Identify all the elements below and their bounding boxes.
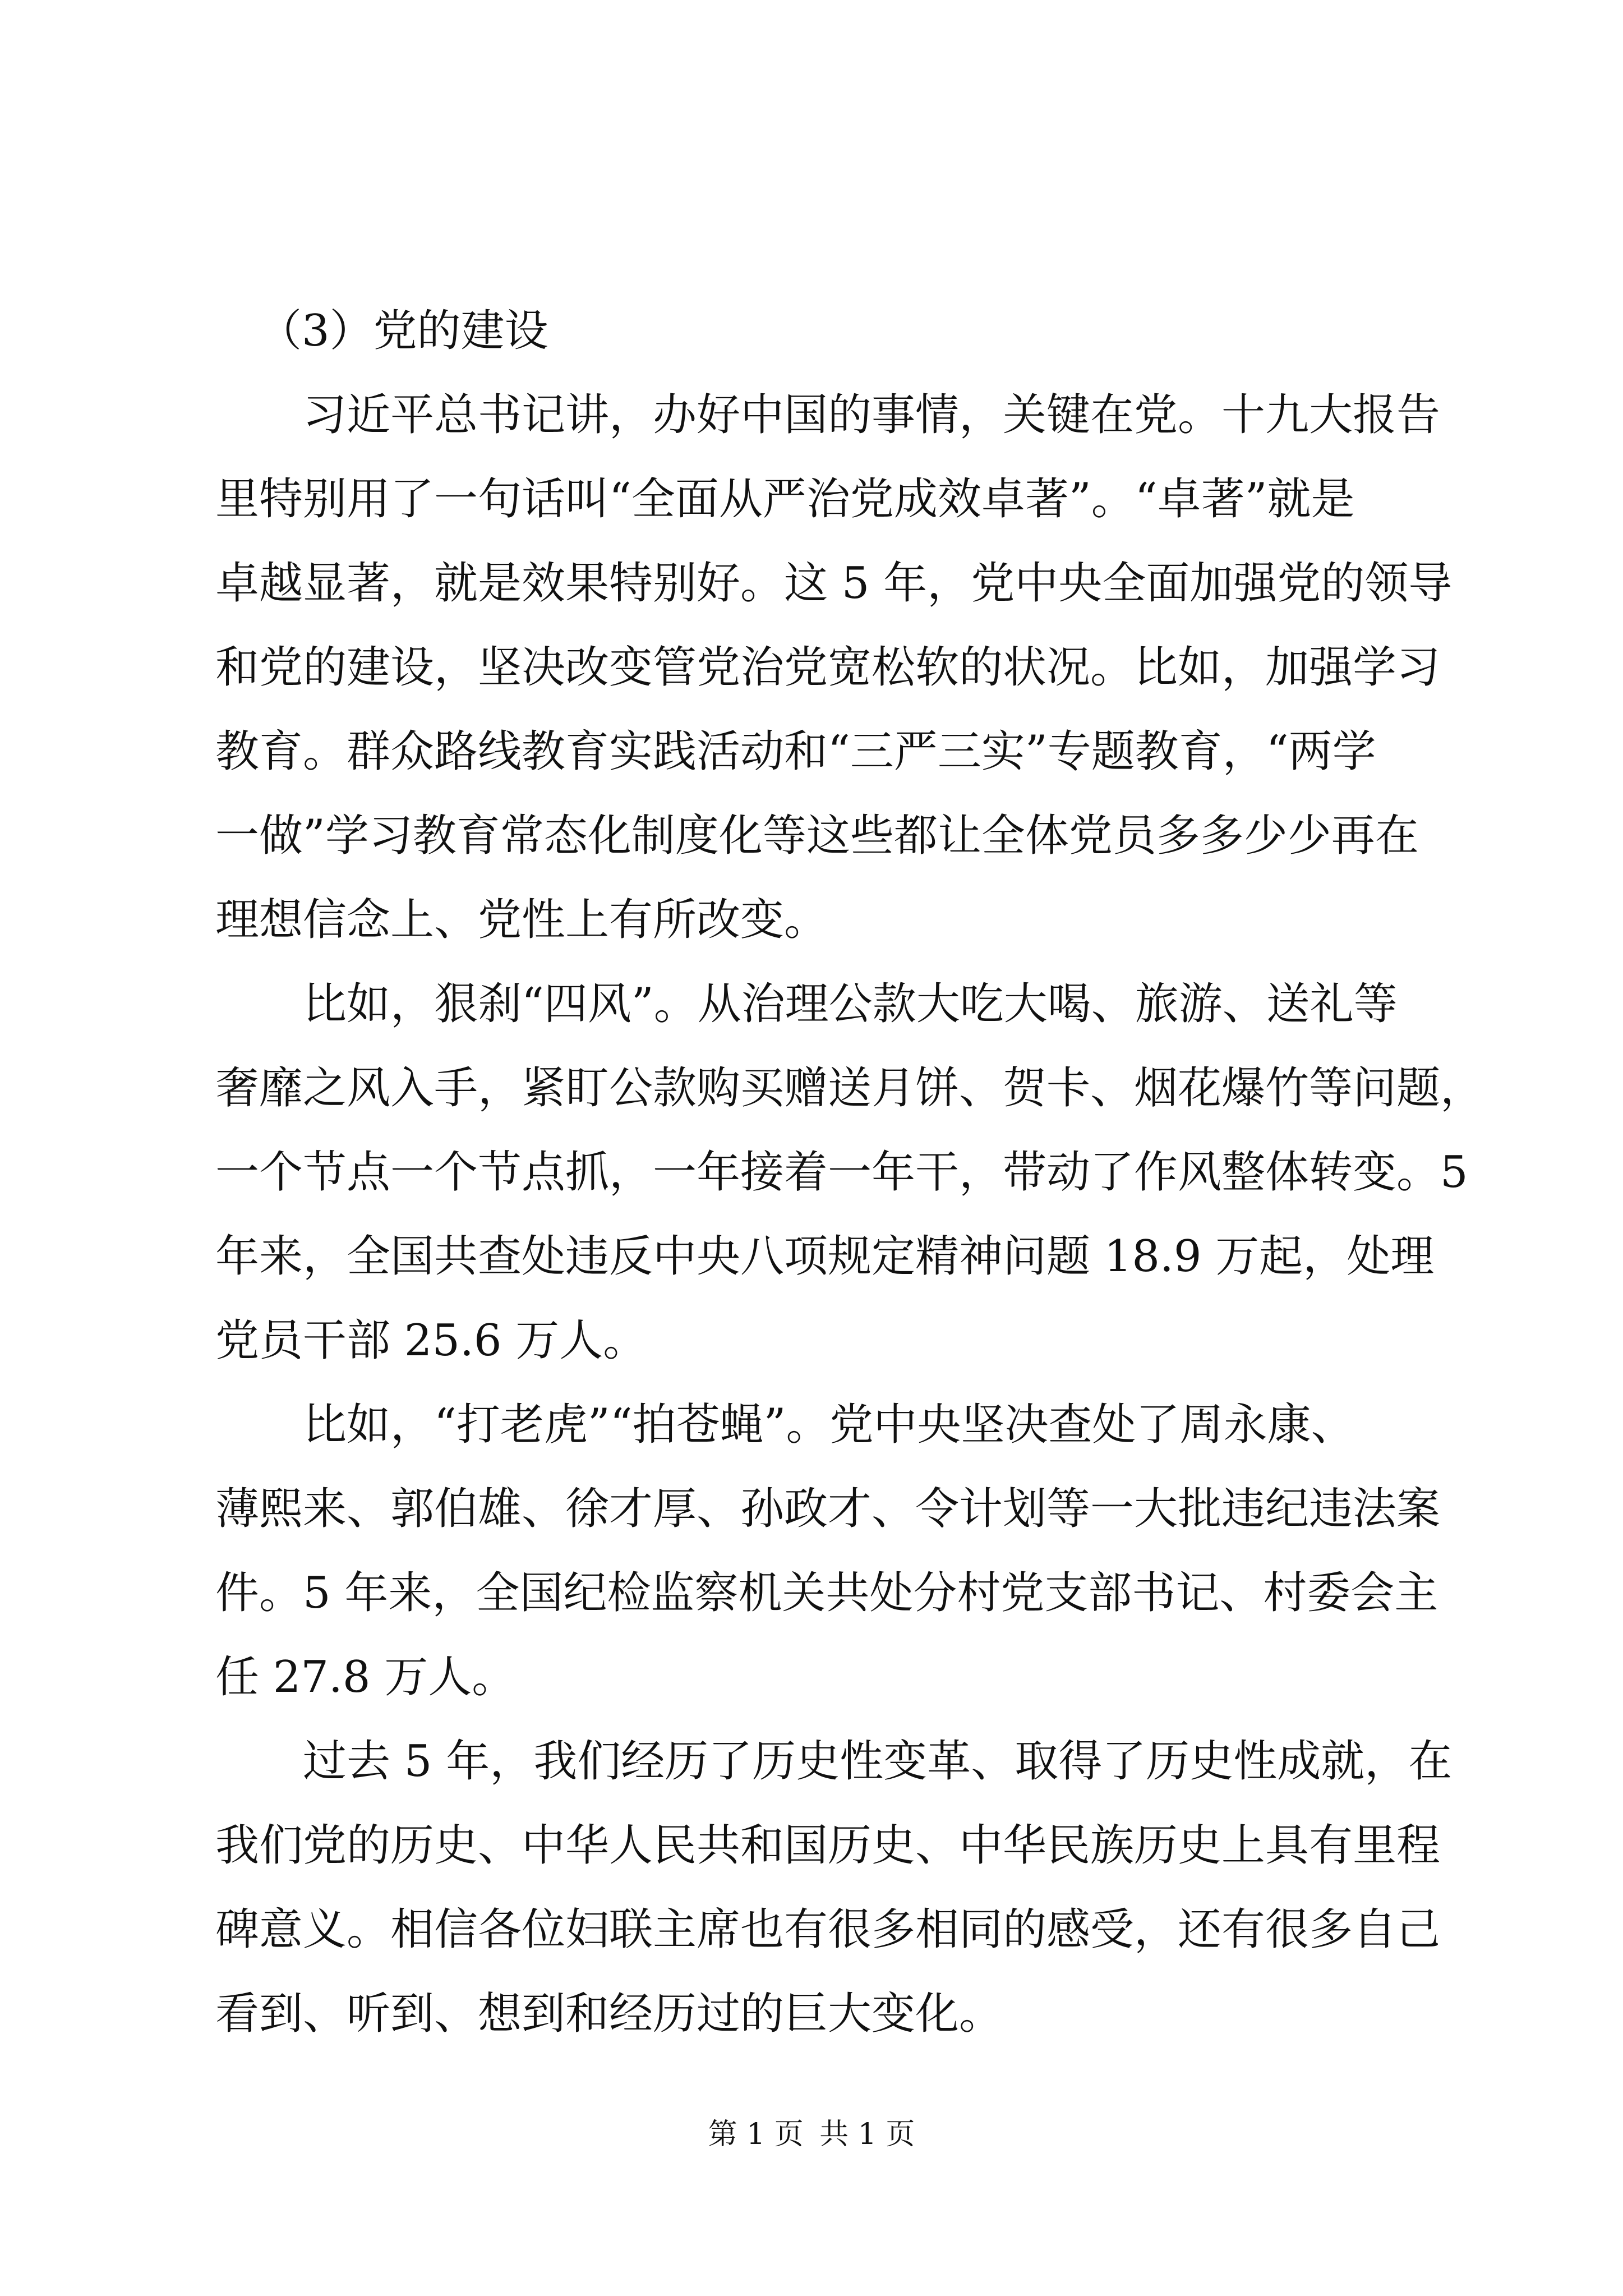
paragraph-4-line-4: 看到、听到、想到和经历过的巨大变化。 [215, 1989, 1003, 2039]
section-heading: （3）党的建设 [258, 306, 548, 356]
paragraph-4-line-3: 碑意义。相信各位妇联主席也有很多相同的感受，还有很多自己 [215, 1904, 1441, 1955]
paragraph-1-line-6: 一做”学习教育常态化制度化等这些都让全体党员多多少少再在 [215, 811, 1419, 861]
paragraph-2-line-2: 奢靡之风入手，紧盯公款购买赠送月饼、贺卡、烟花爆竹等问题， [215, 1063, 1484, 1114]
page-number: 第 1 页 [708, 2118, 804, 2151]
paragraph-4-line-2: 我们党的历史、中华人民共和国历史、中华民族历史上具有里程 [215, 1820, 1441, 1871]
paragraph-2-line-1: 比如，狠刹“四风”。从治理公款大吃大喝、旅游、送礼等 [303, 979, 1398, 1029]
paragraph-1-line-1: 习近平总书记讲，办好中国的事情，关键在党。十九大报告 [303, 390, 1441, 440]
page-footer [0, 2115, 1623, 2154]
paragraph-4-line-1: 过去 5 年，我们经历了历史性变革、取得了历史性成就，在 [303, 1736, 1453, 1787]
paragraph-3-line-1: 比如，“打老虎”“拍苍蝇”。党中央坚决查处了周永康、 [303, 1400, 1355, 1450]
paragraph-2-line-4: 年来，全国共查处违反中央八项规定精神问题 18.9 万起，处理 [215, 1231, 1435, 1282]
paragraph-1-line-2: 里特别用了一句话叫“全面从严治党成效卓著”。“卓著”就是 [215, 474, 1355, 524]
paragraph-2-line-5: 党员干部 25.6 万人。 [215, 1315, 647, 1366]
paragraph-1-line-5: 教育。群众路线教育实践活动和“三严三实”专题教育，“两学 [215, 726, 1376, 777]
paragraph-2-line-3: 一个节点一个节点抓，一年接着一年干，带动了作风整体转变。5 [215, 1147, 1468, 1198]
paragraph-1-line-7: 理想信念上、党性上有所改变。 [215, 895, 828, 945]
paragraph-1-line-3: 卓越显著，就是效果特别好。这 5 年，党中央全面加强党的领导 [215, 558, 1453, 609]
paragraph-1-line-4: 和党的建设，坚决改变管党治党宽松软的状况。比如，加强学习 [215, 642, 1441, 693]
paragraph-3-line-4: 任 27.8 万人。 [215, 1652, 516, 1703]
page-total: 共 1 页 [819, 2118, 915, 2151]
paragraph-3-line-3: 件。5 年来，全国纪检监察机关共处分村党支部书记、村委会主 [215, 1568, 1438, 1618]
paragraph-3-line-2: 薄熙来、郭伯雄、徐才厚、孙政才、令计划等一大批违纪违法案 [215, 1484, 1441, 1534]
